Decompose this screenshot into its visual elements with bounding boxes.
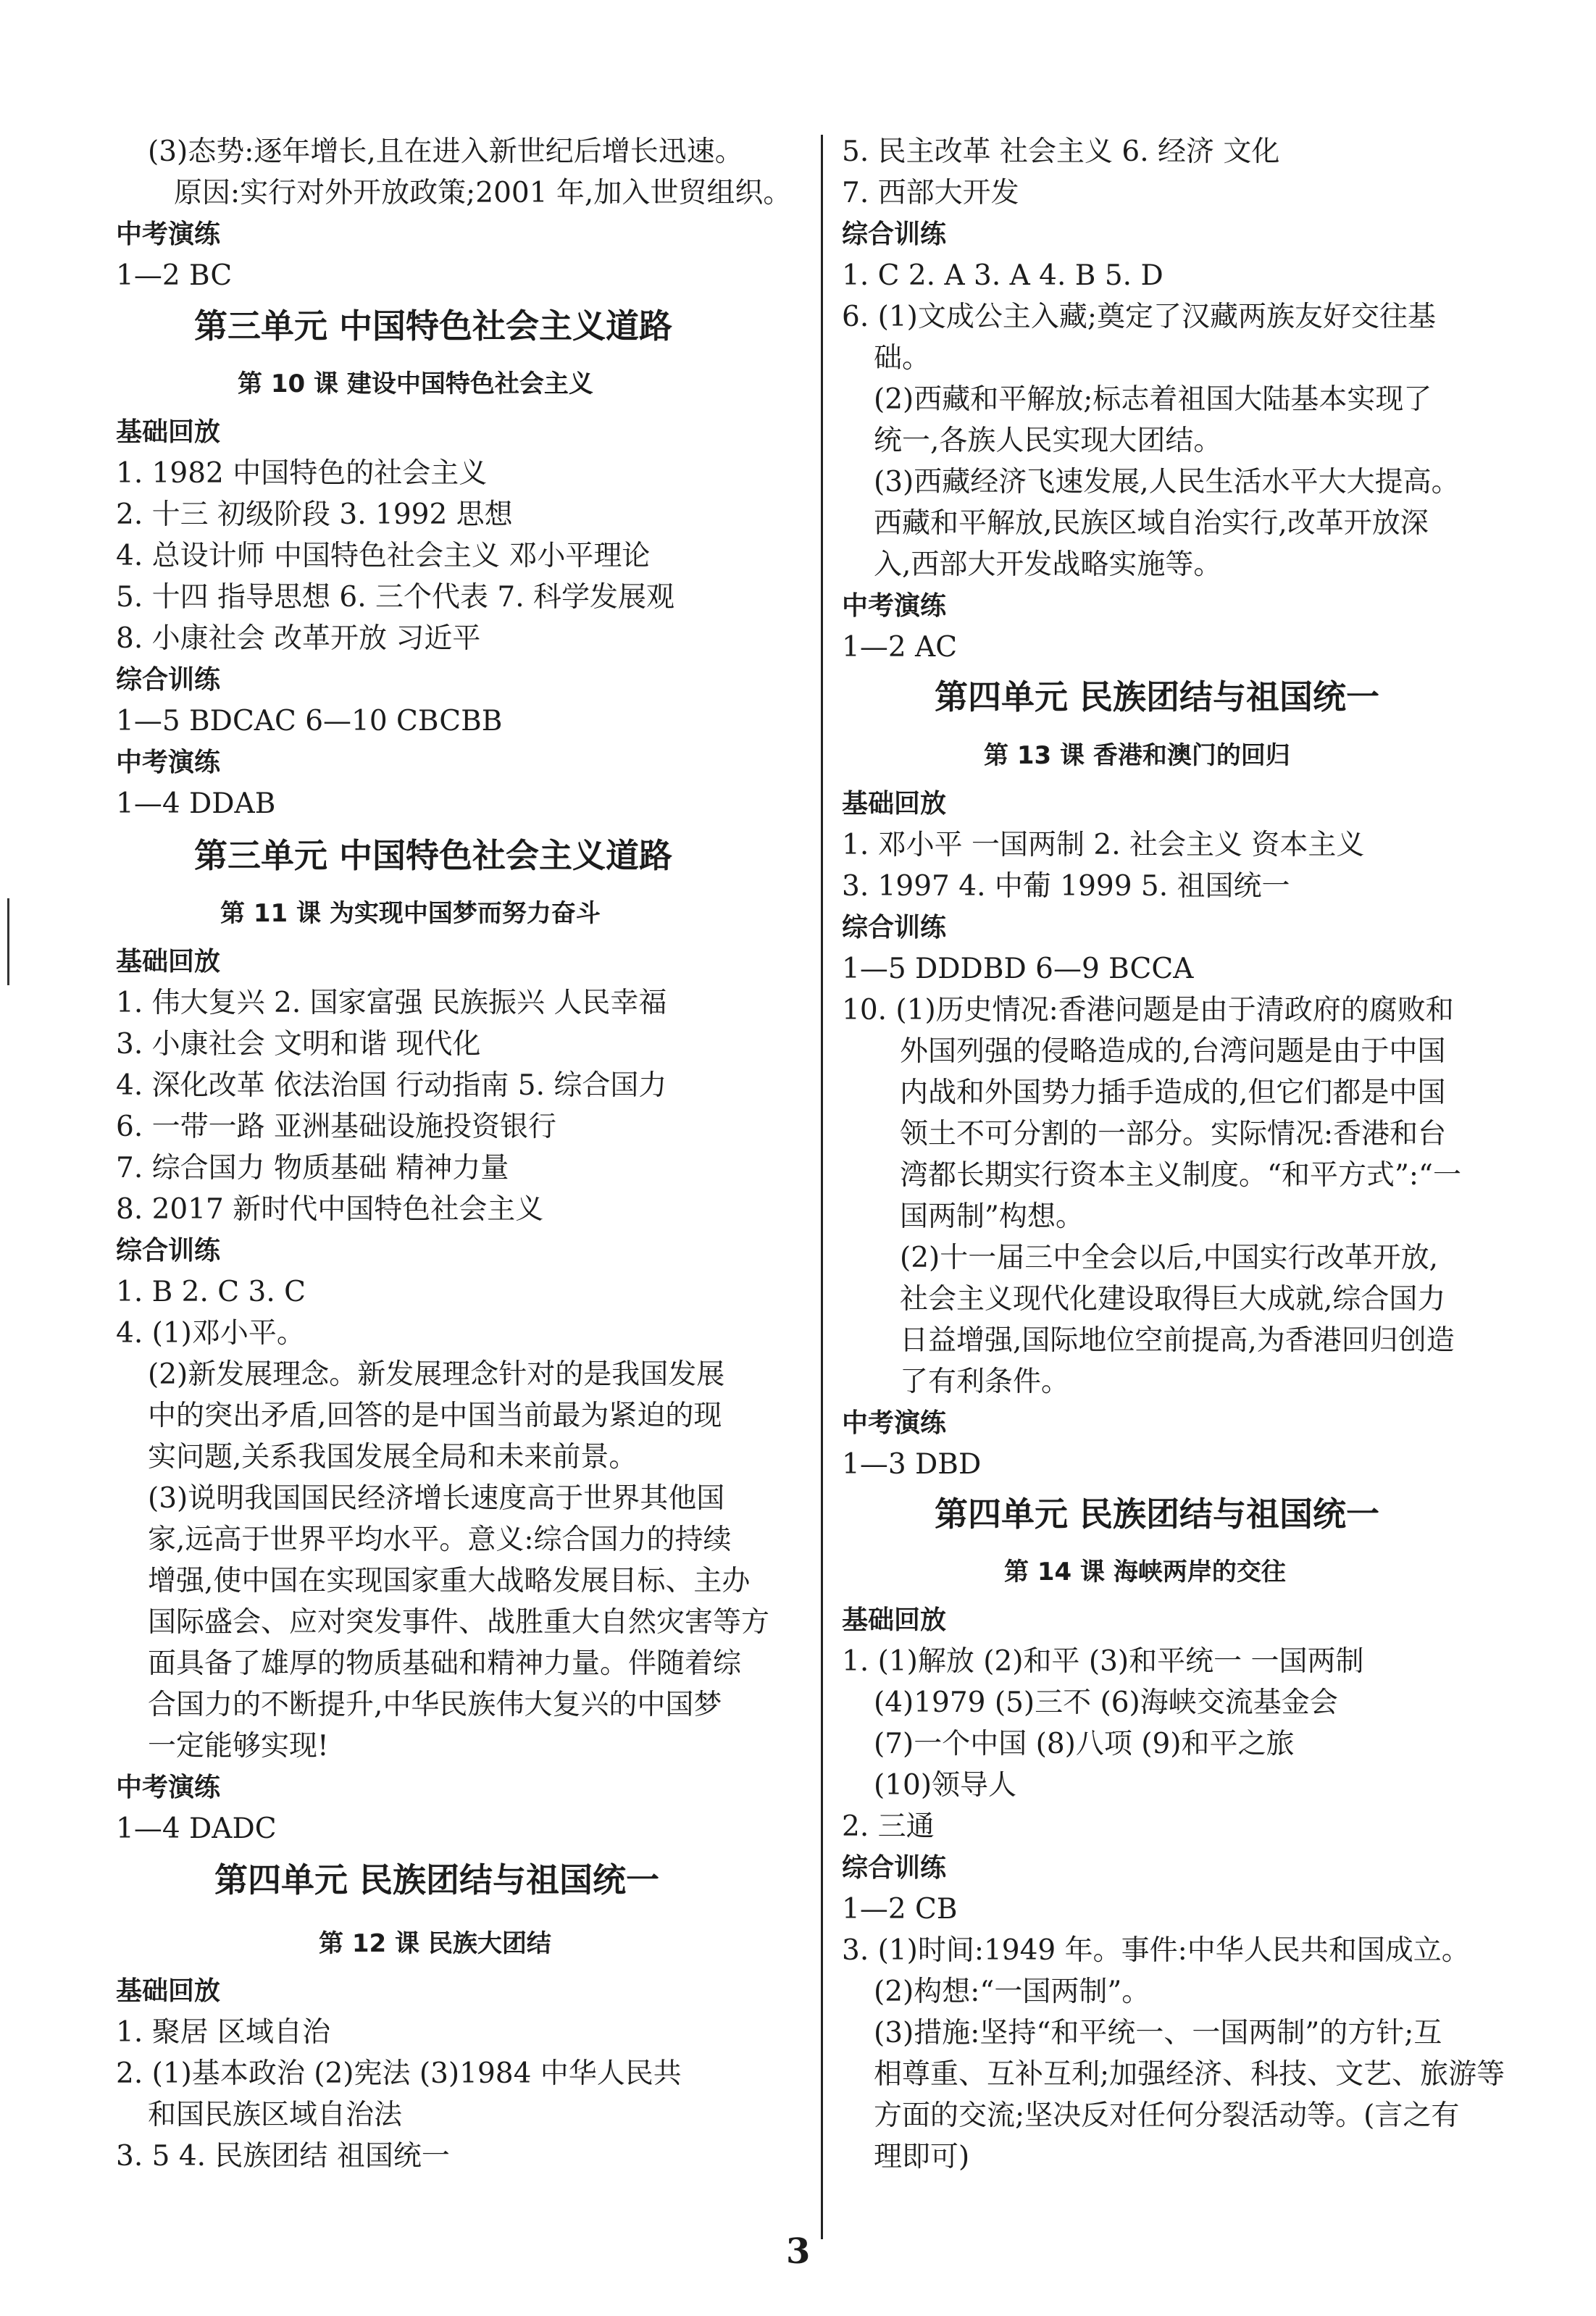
unit-title: 第四单元 民族团结与祖国统一: [935, 677, 1380, 716]
answer-line: 家,远高于世界平均水平。意义:综合国力的持续: [148, 1523, 732, 1556]
answer-line: 5. 十四 指导思想 6. 三个代表 7. 科学发展观: [116, 581, 675, 614]
section-heading: 基础回放: [116, 1976, 221, 2006]
answer-line: 面具备了雄厚的物质基础和精神力量。伴随着综: [148, 1647, 742, 1680]
answer-line: 10. (1)历史情况:香港问题是由于清政府的腐败和: [842, 994, 1454, 1027]
answer-line: (3)西藏经济飞速发展,人民生活水平大大提高。: [874, 466, 1460, 498]
section-heading: 基础回放: [116, 947, 221, 977]
section-heading: 综合训练: [842, 1853, 947, 1883]
answer-line: 外国列强的侵略造成的,台湾问题是由于中国: [900, 1035, 1446, 1068]
section-heading: 综合训练: [116, 665, 221, 695]
section-heading: 基础回放: [116, 417, 221, 447]
section-heading: 中考演练: [842, 1408, 947, 1438]
answer-line: 1. 聚居 区域自治: [116, 2016, 331, 2049]
answer-line: 6. 一带一路 亚洲基础设施投资银行: [116, 1111, 557, 1143]
answer-line: 方面的交流;坚决反对任何分裂活动等。(言之有: [874, 2099, 1460, 2132]
section-heading: 综合训练: [842, 220, 947, 249]
answer-line: 湾都长期实行资本主义制度。“和平方式”:“一: [900, 1159, 1461, 1192]
answer-line: 2. 三通: [842, 1810, 935, 1843]
answer-line: 国际盛会、应对突发事件、战胜重大自然灾害等方: [148, 1606, 770, 1639]
answer-line: 1. 邓小平 一国两制 2. 社会主义 资本主义: [842, 829, 1365, 861]
answer-line: 3. (1)时间:1949 年。事件:中华人民共和国成立。: [842, 1934, 1470, 1967]
answer-line: (2)构想:“一国两制”。: [874, 1976, 1150, 2008]
answer-line: 入,西部大开发战略实施等。: [874, 548, 1222, 581]
answer-line: 2. (1)基本政治 (2)宪法 (3)1984 中华人民共: [116, 2057, 682, 2090]
answer-line: (10)领导人: [874, 1769, 1017, 1802]
unit-title: 第四单元 民族团结与祖国统一: [935, 1494, 1380, 1534]
unit-title: 第三单元 中国特色社会主义道路: [194, 836, 673, 875]
answer-line: (3)态势:逐年增长,且在进入新世纪后增长迅速。: [148, 135, 743, 168]
answer-line: 1—5 BDCAC 6—10 CBCBB: [116, 705, 503, 737]
answer-line: 1. B 2. C 3. C: [116, 1276, 306, 1308]
answer-line: 1. 伟大复兴 2. 国家富强 民族振兴 人民幸福: [116, 987, 667, 1019]
answer-line: 3. 1997 4. 中葡 1999 5. 祖国统一: [842, 870, 1290, 903]
column-divider: [821, 135, 823, 2239]
lesson-title: 第 10 课 建设中国特色社会主义: [238, 369, 593, 398]
answer-line: 4. (1)邓小平。: [116, 1317, 305, 1350]
answer-line: (2)十一届三中全会以后,中国实行改革开放,: [900, 1242, 1439, 1274]
lesson-title: 第 11 课 为实现中国梦而努力奋斗: [220, 899, 601, 928]
answer-line: (4)1979 (5)三不 (6)海峡交流基金会: [874, 1686, 1338, 1719]
answer-line: 3. 小康社会 文明和谐 现代化: [116, 1028, 481, 1061]
answer-line: 4. 总设计师 中国特色社会主义 邓小平理论: [116, 540, 651, 572]
answer-line: 领土不可分割的一部分。实际情况:香港和台: [900, 1118, 1447, 1150]
answer-line: (2)西藏和平解放;标志着祖国大陆基本实现了: [874, 383, 1432, 416]
lesson-title: 第 13 课 香港和澳门的回归: [984, 741, 1290, 770]
answer-line: 1—2 CB: [842, 1893, 958, 1926]
answer-line: 日益增强,国际地位空前提高,为香港回归创造: [900, 1324, 1455, 1357]
page-number: 3: [786, 2231, 811, 2272]
answer-line: 1—4 DADC: [116, 1813, 277, 1845]
answer-line: 1—2 BC: [116, 259, 233, 292]
answer-line: 西藏和平解放,民族区域自治实行,改革开放深: [874, 507, 1429, 540]
answer-line: 5. 民主改革 社会主义 6. 经济 文化: [842, 135, 1280, 168]
answer-line: 社会主义现代化建设取得巨大成就,综合国力: [900, 1283, 1446, 1316]
answer-line: 实问题,关系我国发展全局和未来前景。: [148, 1441, 638, 1473]
answer-line: 1—2 AC: [842, 631, 958, 664]
answer-line: 了有利条件。: [900, 1366, 1070, 1398]
answer-line: 7. 综合国力 物质基础 精神力量: [116, 1152, 509, 1184]
answer-line: (3)说明我国国民经济增长速度高于世界其他国: [148, 1482, 725, 1515]
answer-line: 和国民族区域自治法: [148, 2099, 403, 2131]
answer-line: 国两制”构想。: [900, 1200, 1084, 1233]
answer-line: (7)一个中国 (8)八项 (9)和平之旅: [874, 1728, 1295, 1760]
unit-title: 第三单元 中国特色社会主义道路: [194, 306, 673, 346]
answer-line: 统一,各族人民实现大团结。: [874, 425, 1222, 457]
answer-line: 相尊重、互补互利;加强经济、科技、文艺、旅游等: [874, 2058, 1505, 2091]
section-heading: 综合训练: [842, 913, 947, 942]
binding-mark: [7, 898, 9, 985]
answer-line: 内战和外国势力插手造成的,但它们都是中国: [900, 1077, 1446, 1109]
answer-line: (2)新发展理念。新发展理念针对的是我国发展: [148, 1358, 725, 1391]
answer-line: 1. C 2. A 3. A 4. B 5. D: [842, 259, 1163, 292]
answer-line: 理即可): [874, 2141, 970, 2173]
answer-line: (3)措施:坚持“和平统一、一国两制”的方针;互: [874, 2017, 1442, 2049]
answer-line: 础。: [874, 342, 931, 375]
answer-line: 1. 1982 中国特色的社会主义: [116, 457, 488, 490]
lesson-title: 第 14 课 海峡两岸的交往: [1004, 1558, 1286, 1586]
answer-line: 合国力的不断提升,中华民族伟大复兴的中国梦: [148, 1689, 722, 1721]
answer-line: 8. 2017 新时代中国特色社会主义: [116, 1193, 544, 1226]
lesson-title: 第 12 课 民族大团结: [319, 1929, 551, 1958]
answer-line: 1—3 DBD: [842, 1448, 982, 1481]
answer-line: 一定能够实现!: [148, 1730, 329, 1763]
answer-line: 原因:实行对外开放政策;2001 年,加入世贸组织。: [174, 177, 792, 209]
answer-line: 7. 西部大开发: [842, 177, 1019, 209]
section-heading: 中考演练: [116, 220, 221, 249]
answer-line: 2. 十三 初级阶段 3. 1992 思想: [116, 498, 513, 531]
answer-line: 4. 深化改革 依法治国 行动指南 5. 综合国力: [116, 1069, 667, 1102]
answer-line: 1—4 DDAB: [116, 787, 276, 820]
section-heading: 基础回放: [842, 789, 947, 819]
section-heading: 中考演练: [116, 1773, 221, 1802]
answer-line: 8. 小康社会 改革开放 习近平: [116, 622, 481, 655]
answer-line: 3. 5 4. 民族团结 祖国统一: [116, 2140, 450, 2173]
answer-line: 中的突出矛盾,回答的是中国当前最为紧迫的现: [148, 1400, 722, 1432]
section-heading: 基础回放: [842, 1605, 947, 1635]
answer-line: 1—5 DDDBD 6—9 BCCA: [842, 953, 1194, 985]
section-heading: 中考演练: [842, 591, 947, 621]
section-heading: 综合训练: [116, 1236, 221, 1266]
answer-line: 1. (1)解放 (2)和平 (3)和平统一 一国两制: [842, 1645, 1364, 1678]
section-heading: 中考演练: [116, 748, 221, 777]
answer-line: 增强,使中国在实现国家重大战略发展目标、主办: [148, 1565, 751, 1597]
unit-title: 第四单元 民族团结与祖国统一: [214, 1860, 660, 1899]
answer-line: 6. (1)文成公主入藏;奠定了汉藏两族友好交往基: [842, 301, 1436, 333]
